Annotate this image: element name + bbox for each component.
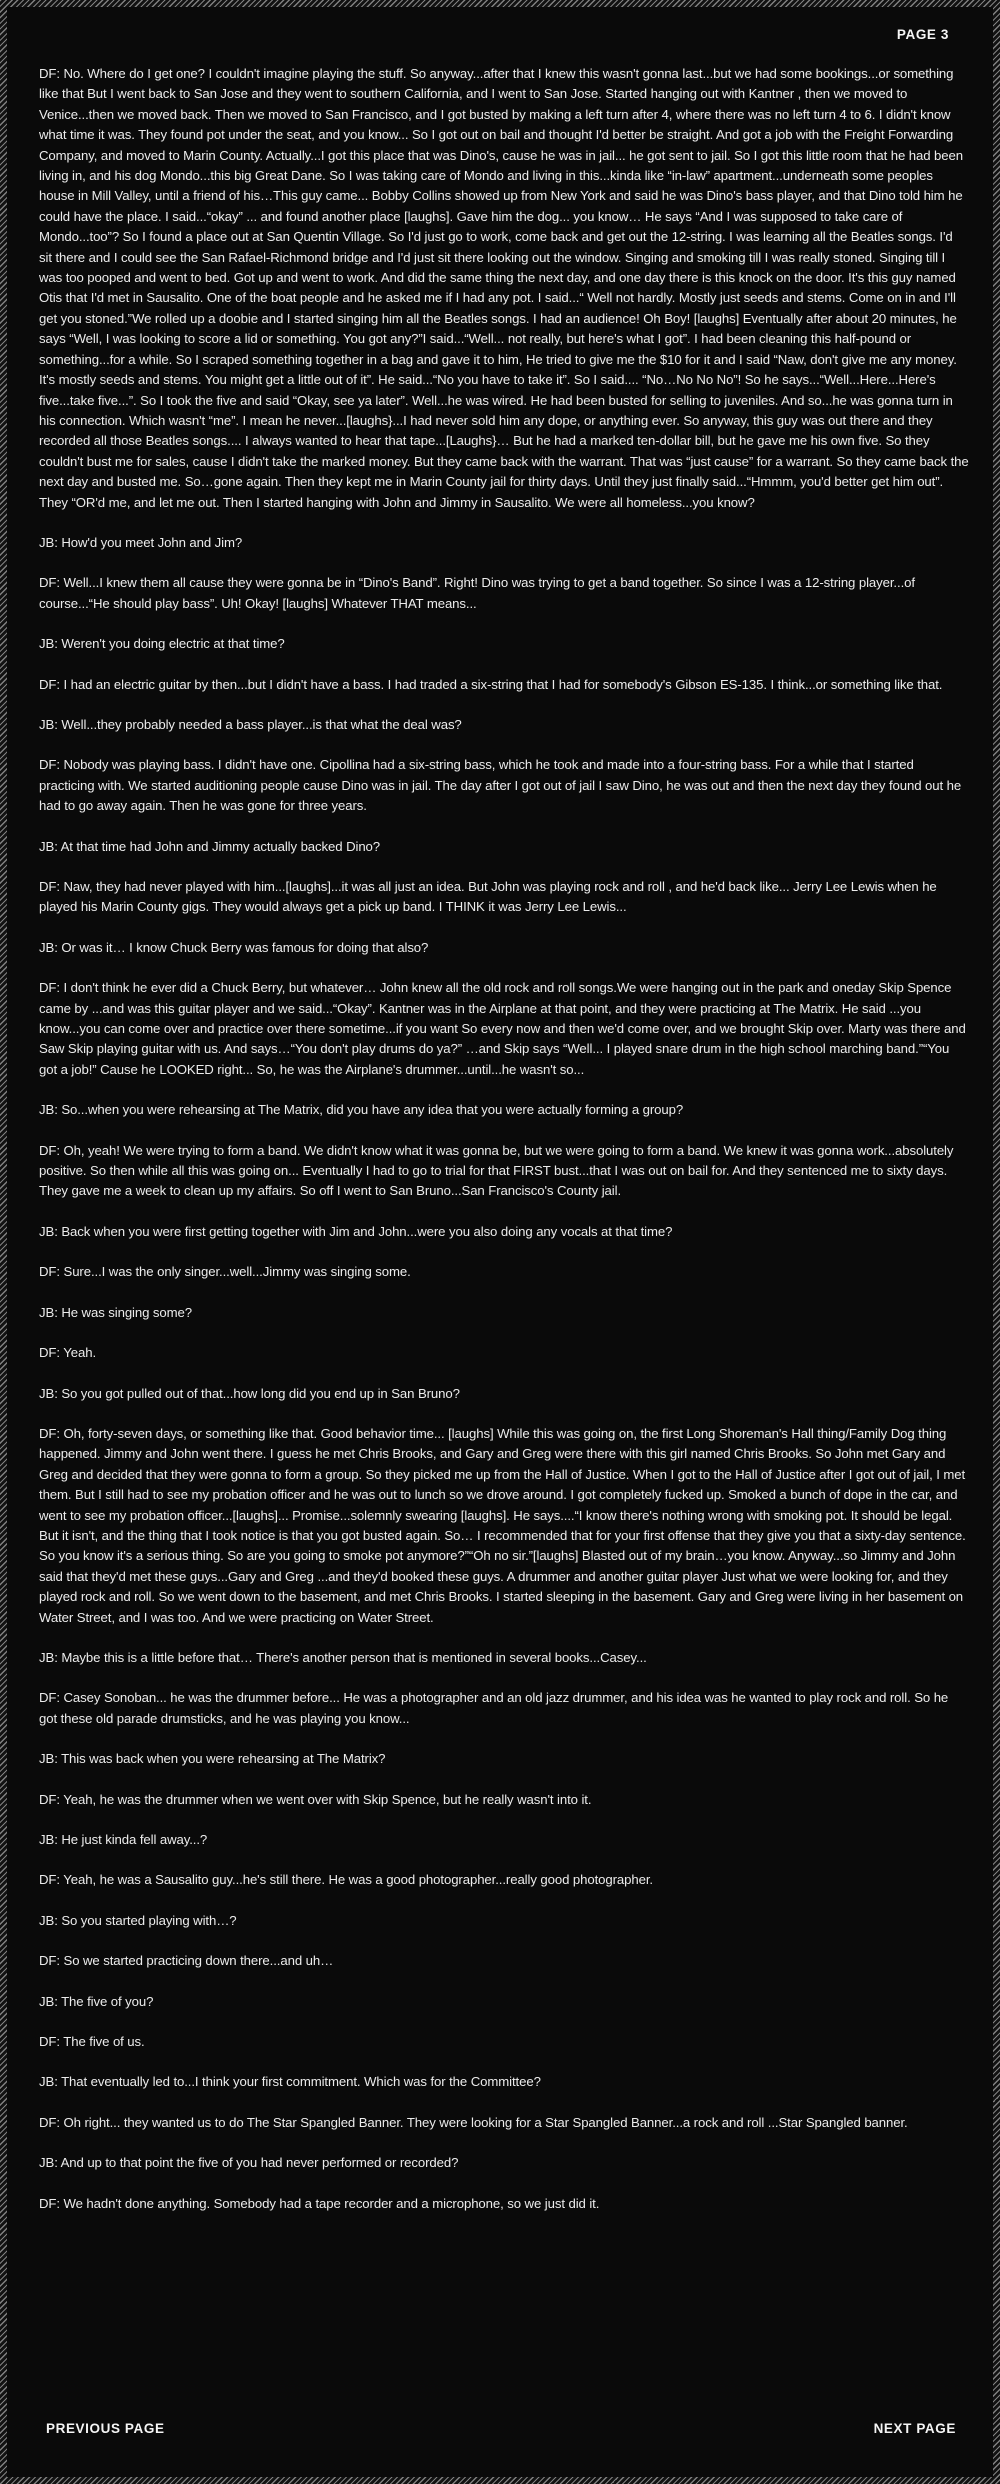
- transcript-paragraph: DF: I had an electric guitar by then...but I didn't have a bass. I had traded a six-string that I had for somebody's Gibson ES-135. I think...or something like that.: [39, 676, 943, 692]
- transcript-paragraph: DF: Yeah.: [39, 1345, 97, 1361]
- transcript-paragraph: JB: He was singing some?: [39, 1304, 192, 1320]
- transcript-paragraph: JB: And up to that point the five of you had never performed or recorded?: [39, 2155, 459, 2171]
- previous-page-link[interactable]: PREVIOUS PAGE: [46, 2421, 165, 2436]
- transcript-paragraph: DF: Yeah, he was the drummer when we went over with Skip Spence, but he really wasn't into it.: [39, 1791, 592, 1807]
- transcript-paragraph: DF: I don't think he ever did a Chuck Berry, but whatever… John knew all the old rock and roll songs.We were hanging out in the park and oneday Skip Spence came by ...and was this guitar player and we said...“Okay”. Kantner was in the Airplane at that point, and they were practicing at The Matrix. He said ...you know...you can come over and practice over there sometime...if you want So every now and then we'd come over, and we brought Skip over. Marty was there and Saw Skip playing guitar with us. And says…“You don't play drums do ya?” …and Skip says “Well... I played snare drum in the high school marching band.”“You got a job!” Cause he LOOKED right... So, he was the Airplane's drummer...until...he wasn't so...: [39, 980, 966, 1077]
- transcript-paragraph: DF: We hadn't done anything. Somebody had a tape recorder and a microphone, so we just did it.: [39, 2195, 600, 2211]
- transcript-paragraph: DF: Oh right... they wanted us to do The Star Spangled Banner. They were looking for a Star Spangled Banner...a rock and roll ...Star Spangled banner.: [39, 2114, 908, 2130]
- transcript-paragraph: JB: So you got pulled out of that...how long did you end up in San Bruno?: [39, 1385, 460, 1401]
- transcript-paragraph: DF: Oh, yeah! We were trying to form a band. We didn't know what it was gonna be, but we were going to form a band. We knew it was gonna work...absolutely positive. So then while all this was going on... Eventually I had to go to trial for that FIRST bust...that I was out on bail for. And they sentenced me to sixty days. They gave me a week to clean up my affairs. So off I went to San Bruno...San Francisco's County jail.: [39, 1142, 954, 1199]
- interview-page: [7, 7, 993, 2477]
- transcript-paragraph: DF: Casey Sonoban... he was the drummer before... He was a photographer and an old jazz drummer, and his idea was he wanted to play rock and roll. So he got these old parade drumsticks, and he was playing you know...: [39, 1690, 949, 1726]
- next-page-link[interactable]: NEXT PAGE: [873, 2421, 956, 2436]
- transcript-paragraph: DF: The five of us.: [39, 2034, 145, 2050]
- transcript-paragraph: JB: The five of you?: [39, 1993, 154, 2009]
- transcript-paragraph: JB: At that time had John and Jimmy actually backed Dino?: [39, 838, 381, 854]
- transcript-paragraph: JB: How'd you meet John and Jim?: [39, 534, 243, 550]
- transcript-paragraph: DF: Yeah, he was a Sausalito guy...he's still there. He was a good photographer...really good photographer.: [39, 1872, 653, 1888]
- transcript-paragraph: JB: This was back when you were rehearsing at The Matrix?: [39, 1751, 386, 1767]
- transcript-paragraph: JB: Or was it… I know Chuck Berry was famous for doing that also?: [39, 939, 429, 955]
- transcript-paragraph: JB: Well...they probably needed a bass player...is that what the deal was?: [39, 716, 462, 732]
- transcript-paragraph: JB: Maybe this is a little before that… There's another person that is mentioned in several books...Casey...: [39, 1649, 647, 1665]
- transcript-paragraph: DF: Oh, forty-seven days, or something like that. Good behavior time... [laughs] While this was going on, the first Long Shoreman's Hall thing/Family Dog thing happened. Jimmy and John went there. I guess he met Chris Brooks, and Gary and Greg were there with this girl named Chris Brooks. So John met Gary and Greg and decided that they were gonna to form a group. So they picked me up from the Hall of Justice. When I got to the Hall of Justice after I got out of jail, I met them. But I still had to see my probation officer and he was out to lunch so we drove around. I got completely fucked up. Smoked a bunch of dope in the car, and went to see my probation officer...[laughs]... Promise...solemnly swearing [laughs]. He says....“I know there's nothing wrong with smoking pot. It should be legal. But it isn't, and the thing that I took notice is that you got busted again. So… I recommended that for your first offense that they give you that a sixty-day sentence. So you know it's a serious thing. So are you going to smoke pot anymore?”“Oh no sir.”[laughs] Blasted out of my brain…you know. Anyway...so Jimmy and John said that they'd met these guys...Gary and Greg ...and they'd booked these guys. A drummer and another guitar player Just what we were looking for, and they played rock and roll. So we went down to the basement, and met Chris Brooks. I started sleeping in the basement. Gary and Greg were living in her basement on Water Street, and I was too. And we were practicing on Water Street.: [39, 1425, 966, 1625]
- transcript-paragraph: DF: Naw, they had never played with him...[laughs]...it was all just an idea. But John was playing rock and roll , and he'd back like... Jerry Lee Lewis when he played his Marin County gigs. They would always get a pick up band. I THINK it was Jerry Lee Lewis...: [39, 879, 937, 915]
- transcript-paragraph: DF: So we started practicing down there...and uh…: [39, 1953, 334, 1969]
- interview-transcript: [39, 64, 969, 2214]
- transcript-paragraph: JB: So...when you were rehearsing at The Matrix, did you have any idea that you were actually forming a group?: [39, 1102, 684, 1118]
- page-number-label: PAGE 3: [896, 27, 949, 42]
- transcript-paragraph: JB: Back when you were first getting together with Jim and John...were you also doing any vocals at that time?: [39, 1223, 673, 1239]
- transcript-paragraph: JB: So you started playing with…?: [39, 1912, 237, 1928]
- transcript-paragraph: DF: Sure...I was the only singer...well...Jimmy was singing some.: [39, 1264, 411, 1280]
- transcript-paragraph: JB: That eventually led to...I think your first commitment. Which was for the Committee?: [39, 2074, 541, 2090]
- transcript-paragraph: JB: Weren't you doing electric at that time?: [39, 636, 285, 652]
- transcript-paragraph: DF: No. Where do I get one? I couldn't imagine playing the stuff. So anyway...after that I knew this wasn't gonna last...but we had some bookings...or something like that But I went back to San Jose and they went to southern California, and I went to San Jose. Started hanging out with Kantner , then we moved to Venice...then we moved back. Then we moved to San Francisco, and I got busted by making a left turn after 4, where there was no left turn 4 to 6. I didn't know what time it was. They found pot under the seat, and you know... So I got out on bail and thought I'd better be straight. And got a job with the Freight Forwarding Company, and moved to Marin County. Actually...I got this place that was Dino's, cause he was in jail... he got sent to jail. So I got this little room that he had been living in, and his dog Mondo...this big Great Dane. So I was taking care of Mondo and living in this...kinda like “in-law” apartment...underneath some peoples house in Mill Valley, until a friend of his…This guy came... Bobby Collins showed up from New York and said he was Dino's bass player, and that Dino told him he could have the place. I said...“okay” ... and found another place [laughs]. Gave him the dog... you know… He says “And I was supposed to take care of Mondo...too”? So I found a place out at San Quentin Village. So I'd just go to work, come back and get out the 12-string. I was learning all the Beatles songs. I'd sit there and I could see the San Rafael-Richmond bridge and I'd just sit there looking out the window. Singing and smoking till I was really stoned. Singing till I was too pooped and went to bed. Got up and went to work. And did the same thing the next day, and one day there is this knock on the door. It's this guy named Otis that I'd met in Sausalito. One of the boat people and he asked me if I had any pot. I said...“ Well not hardly. Mostly just seeds and stems. Come on in and I'll get you stoned.”We rolled up a doobie and I started singing him all the Beatles songs. I had an audience! Oh Boy! [laughs] Eventually after about 20 minutes, he says “Well, I was looking to score a lid or something. You got any?”I said...“Well... not really, but here's what I got”. I had been cleaning this half-pound or something...for a while. So I scraped something together in a bag and gave it to him, He tried to give me the $10 for it and I said “Naw, don't give me any money. It's mostly seeds and stems. You might get a little out of it”. He said...“No you have to take it”. So I said.... “No…No No No”! So he says...“Well...Here...Here's five...take five...”. So I took the five and said “Okay, see ya later”. Well...he was wired. He had been busted for selling to juveniles. And so...he was gonna turn in his connection. Which wasn't “me”. I mean he never...[laughs}...I had never sold him any dope, or anything ever. So anyway, this guy was out there and they recorded all those Beatles songs.... I always wanted to hear that tape...[Laughs}… But he had a marked ten-dollar bill, but he gave me his own five. So they couldn't bust me for sales, cause I didn't take the marked money. But they came back with the warrant. That was “just cause” for a warrant. So they came back the next day and busted me. So…gone again. Then they kept me in Marin County jail for thirty days. Until they just finally said...“Hmmm, you'd better get him out”. They “OR'd me, and let me out. Then I started hanging with John and Jimmy in Sausalito. We were all homeless...you know?: [39, 66, 969, 510]
- transcript-paragraph: DF: Well...I knew them all cause they were gonna be in “Dino's Band”. Right! Dino was trying to get a band together. So since I was a 12-string player...of course...“He should play bass”. Uh! Okay! [laughs] Whatever THAT means...: [39, 575, 915, 611]
- page-navigation: [46, 2421, 956, 2436]
- transcript-paragraph: DF: Nobody was playing bass. I didn't have one. Cipollina had a six-string bass, which he took and made into a four-string bass. For a while that I started practicing with. We started auditioning people cause Dino was in jail. The day after I got out of jail I saw Dino, he was out and then the next day they found out he had to go away again. Then he was gone for three years.: [39, 757, 962, 814]
- transcript-paragraph: JB: He just kinda fell away...?: [39, 1832, 208, 1847]
